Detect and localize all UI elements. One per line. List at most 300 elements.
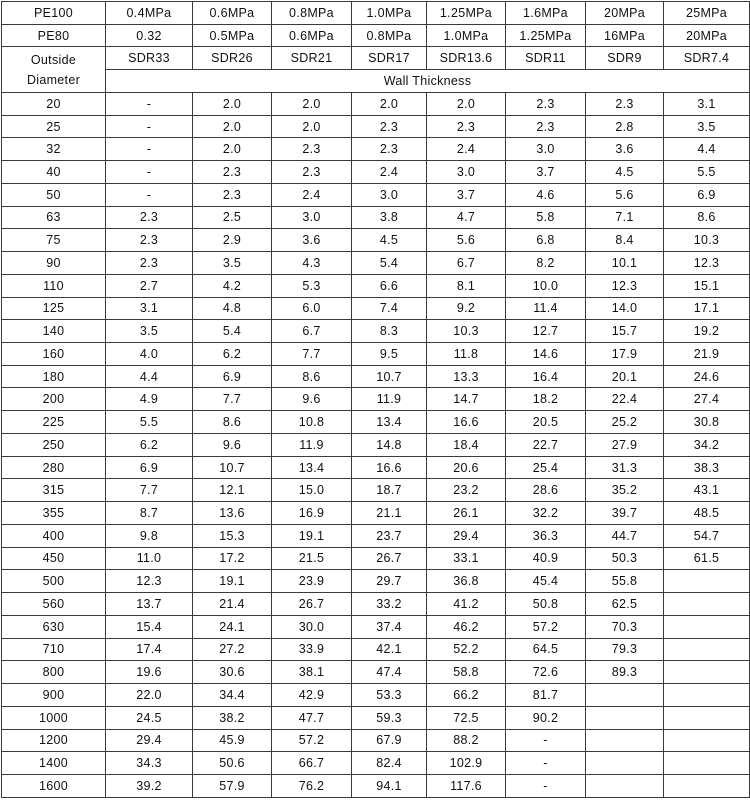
table-row [2,433,750,456]
wall-thickness-cell: 48.5 [664,502,750,525]
wall-thickness-cell: 6.8 [506,229,586,252]
wall-thickness-cell: 22.7 [506,433,586,456]
wall-thickness-cell: - [506,729,586,752]
wall-thickness-cell: 53.3 [352,684,427,707]
outside-diameter-cell: 90 [2,252,106,275]
table-row [2,638,750,661]
wall-thickness-cell [664,593,750,616]
outside-diameter-cell: 250 [2,433,106,456]
wall-thickness-cell: 43.1 [664,479,750,502]
wall-thickness-cell: 2.3 [272,138,352,161]
outside-diameter-cell: 1400 [2,752,106,775]
wall-thickness-cell: 18.7 [352,479,427,502]
wall-thickness-cell: 2.3 [506,92,586,115]
wall-thickness-cell: 12.3 [586,274,664,297]
pe80-pressure: 1.0MPa [427,24,506,47]
wall-thickness-cell [664,638,750,661]
wall-thickness-cell [586,684,664,707]
wall-thickness-cell: 4.5 [352,229,427,252]
wall-thickness-cell: 13.7 [106,593,193,616]
table-row [2,661,750,684]
wall-thickness-cell: 117.6 [427,774,506,797]
wall-thickness-cell: 29.7 [352,570,427,593]
table-row [2,593,750,616]
wall-thickness-cell: 22.0 [106,684,193,707]
wall-thickness-cell: 3.0 [272,206,352,229]
wall-thickness-cell: 4.0 [106,343,193,366]
wall-thickness-cell: - [106,161,193,184]
wall-thickness-cell: 15.4 [106,615,193,638]
outside-diameter-cell: 1600 [2,774,106,797]
wall-thickness-cell [664,661,750,684]
outside-label: Outside [30,52,77,67]
wall-thickness-cell: 14.8 [352,433,427,456]
wall-thickness-cell [664,774,750,797]
wall-thickness-cell: 3.0 [352,183,427,206]
wall-thickness-cell: 2.3 [352,115,427,138]
wall-thickness-table [1,1,750,798]
outside-diameter-cell: 40 [2,161,106,184]
sdr-value: SDR21 [272,47,352,70]
table-row [2,274,750,297]
wall-thickness-cell: 24.5 [106,706,193,729]
wall-thickness-cell: 8.3 [352,320,427,343]
wall-thickness-cell: 26.7 [272,593,352,616]
wall-thickness-cell: 15.3 [193,524,272,547]
wall-thickness-cell: 16.4 [506,365,586,388]
wall-thickness-cell: 36.3 [506,524,586,547]
wall-thickness-cell: 4.4 [106,365,193,388]
wall-thickness-cell: 8.7 [106,502,193,525]
wall-thickness-cell: 24.6 [664,365,750,388]
wall-thickness-cell: 2.0 [352,92,427,115]
table-row [2,320,750,343]
wall-thickness-cell: 29.4 [106,729,193,752]
pe80-pressure: 0.5MPa [193,24,272,47]
wall-thickness-cell: 7.7 [106,479,193,502]
wall-thickness-cell: 20.6 [427,456,506,479]
wall-thickness-cell: 57.9 [193,774,272,797]
outside-diameter-cell: 63 [2,206,106,229]
pe100-pressure: 0.6MPa [193,2,272,25]
outside-diameter-cell: 160 [2,343,106,366]
outside-diameter-cell: 25 [2,115,106,138]
wall-thickness-cell: - [106,183,193,206]
sdr-value: SDR33 [106,47,193,70]
wall-thickness-cell: 2.3 [427,115,506,138]
wall-thickness-cell: 3.0 [506,138,586,161]
outside-diameter-cell: 75 [2,229,106,252]
wall-thickness-cell: 2.3 [106,206,193,229]
wall-thickness-cell: 3.7 [427,183,506,206]
wall-thickness-cell: 50.8 [506,593,586,616]
wall-thickness-cell: 27.4 [664,388,750,411]
pe100-pressure: 0.8MPa [272,2,352,25]
outside-diameter-cell: 630 [2,615,106,638]
wall-thickness-cell: 33.2 [352,593,427,616]
wall-thickness-cell [586,729,664,752]
wall-thickness-cell [586,752,664,775]
wall-thickness-cell: 8.2 [506,252,586,275]
wall-thickness-cell: 6.9 [193,365,272,388]
wall-thickness-cell: 44.7 [586,524,664,547]
table-row [2,479,750,502]
wall-thickness-cell: 66.2 [427,684,506,707]
wall-thickness-cell: 17.4 [106,638,193,661]
sdr-value: SDR17 [352,47,427,70]
wall-thickness-cell: 3.1 [664,92,750,115]
table-row [2,206,750,229]
wall-thickness-cell: 47.7 [272,706,352,729]
wall-thickness-cell: 15.0 [272,479,352,502]
table-row [2,343,750,366]
wall-thickness-cell: 26.7 [352,547,427,570]
wall-thickness-cell: 11.9 [272,433,352,456]
outside-diameter-cell: 32 [2,138,106,161]
wall-thickness-cell: 33.1 [427,547,506,570]
wall-thickness-cell: 9.8 [106,524,193,547]
wall-thickness-header-row [2,70,750,93]
table-row [2,570,750,593]
wall-thickness-cell: 19.1 [272,524,352,547]
wall-thickness-cell: 38.3 [664,456,750,479]
outside-diameter-cell: 710 [2,638,106,661]
wall-thickness-cell: - [106,115,193,138]
wall-thickness-cell: 66.7 [272,752,352,775]
pe80-pressure: 0.32 [106,24,193,47]
wall-thickness-cell: 47.4 [352,661,427,684]
table-row [2,456,750,479]
wall-thickness-cell: 39.7 [586,502,664,525]
wall-thickness-cell: 3.6 [272,229,352,252]
table-row [2,115,750,138]
pe100-pressure: 20MPa [586,2,664,25]
wall-thickness-cell: 13.4 [352,411,427,434]
wall-thickness-cell: 10.3 [427,320,506,343]
pe80-pressure: 20MPa [664,24,750,47]
table-row [2,774,750,797]
table-row [2,706,750,729]
wall-thickness-cell: 8.6 [664,206,750,229]
table-row [2,365,750,388]
wall-thickness-cell: 14.0 [586,297,664,320]
pe100-pressure: 1.25MPa [427,2,506,25]
wall-thickness-cell: 20.1 [586,365,664,388]
outside-diameter-cell: 800 [2,661,106,684]
wall-thickness-cell: 46.2 [427,615,506,638]
wall-thickness-cell: 35.2 [586,479,664,502]
outside-diameter-cell: 200 [2,388,106,411]
wall-thickness-cell: 21.5 [272,547,352,570]
wall-thickness-cell: 4.4 [664,138,750,161]
wall-thickness-cell: 57.2 [506,615,586,638]
pe80-label: PE80 [2,24,106,47]
wall-thickness-cell: 3.1 [106,297,193,320]
wall-thickness-cell: 6.7 [427,252,506,275]
wall-thickness-cell: 10.8 [272,411,352,434]
wall-thickness-cell: 5.6 [427,229,506,252]
wall-thickness-cell: 2.4 [352,161,427,184]
wall-thickness-cell: 34.3 [106,752,193,775]
wall-thickness-cell: 12.7 [506,320,586,343]
wall-thickness-cell: 3.0 [427,161,506,184]
wall-thickness-cell: 64.5 [506,638,586,661]
wall-thickness-cell: 42.9 [272,684,352,707]
outside-diameter-header [2,47,106,92]
wall-thickness-cell: 22.4 [586,388,664,411]
wall-thickness-cell: 6.6 [352,274,427,297]
wall-thickness-cell: 31.3 [586,456,664,479]
wall-thickness-cell: 45.4 [506,570,586,593]
outside-diameter-cell: 140 [2,320,106,343]
wall-thickness-cell: 8.6 [272,365,352,388]
wall-thickness-cell: 9.5 [352,343,427,366]
pe100-pressure: 1.6MPa [506,2,586,25]
wall-thickness-cell: 16.6 [352,456,427,479]
wall-thickness-cell: 10.7 [193,456,272,479]
wall-thickness-cell: 2.3 [352,138,427,161]
pe100-row [2,2,750,25]
table-row [2,502,750,525]
wall-thickness-cell: 34.2 [664,433,750,456]
table-row [2,547,750,570]
wall-thickness-cell: 2.8 [586,115,664,138]
wall-thickness-cell: 24.1 [193,615,272,638]
wall-thickness-cell: 16.9 [272,502,352,525]
wall-thickness-cell: 3.5 [193,252,272,275]
wall-thickness-cell: 18.2 [506,388,586,411]
sdr-value: SDR9 [586,47,664,70]
wall-thickness-cell: - [506,774,586,797]
pe80-pressure: 0.8MPa [352,24,427,47]
wall-thickness-cell: 50.6 [193,752,272,775]
wall-thickness-cell: 88.2 [427,729,506,752]
wall-thickness-cell: 102.9 [427,752,506,775]
wall-thickness-cell: 17.2 [193,547,272,570]
outside-diameter-cell: 1000 [2,706,106,729]
outside-diameter-cell: 315 [2,479,106,502]
wall-thickness-cell: 42.1 [352,638,427,661]
table-row [2,92,750,115]
wall-thickness-cell: 27.2 [193,638,272,661]
wall-thickness-cell: 3.5 [106,320,193,343]
wall-thickness-cell: - [106,138,193,161]
wall-thickness-cell: 5.8 [506,206,586,229]
wall-thickness-cell: 27.9 [586,433,664,456]
wall-thickness-cell: 16.6 [427,411,506,434]
outside-diameter-cell: 560 [2,593,106,616]
wall-thickness-cell: 89.3 [586,661,664,684]
wall-thickness-cell: 57.2 [272,729,352,752]
wall-thickness-cell: 13.4 [272,456,352,479]
wall-thickness-cell: 8.1 [427,274,506,297]
wall-thickness-cell: 14.7 [427,388,506,411]
wall-thickness-cell: 11.4 [506,297,586,320]
wall-thickness-cell: 76.2 [272,774,352,797]
wall-thickness-cell: 19.1 [193,570,272,593]
wall-thickness-cell: 25.2 [586,411,664,434]
wall-thickness-cell: 11.9 [352,388,427,411]
wall-thickness-cell: 17.9 [586,343,664,366]
wall-thickness-cell: 2.0 [427,92,506,115]
wall-thickness-cell: 32.2 [506,502,586,525]
wall-thickness-cell: 21.9 [664,343,750,366]
wall-thickness-cell: 2.3 [272,161,352,184]
wall-thickness-cell: 38.2 [193,706,272,729]
pe80-pressure: 1.25MPa [506,24,586,47]
wall-thickness-cell: 59.3 [352,706,427,729]
pe80-pressure: 0.6MPa [272,24,352,47]
table-row [2,138,750,161]
wall-thickness-cell: 79.3 [586,638,664,661]
wall-thickness-cell [586,706,664,729]
wall-thickness-cell: 3.7 [506,161,586,184]
wall-thickness-cell: 2.5 [193,206,272,229]
wall-thickness-cell: 9.6 [193,433,272,456]
wall-thickness-cell: 15.1 [664,274,750,297]
wall-thickness-cell: 55.8 [586,570,664,593]
wall-thickness-cell [664,706,750,729]
wall-thickness-cell: 36.8 [427,570,506,593]
wall-thickness-cell: 72.6 [506,661,586,684]
wall-thickness-cell: 50.3 [586,547,664,570]
outside-diameter-cell: 450 [2,547,106,570]
wall-thickness-cell: 21.1 [352,502,427,525]
table-row [2,297,750,320]
outside-diameter-cell: 500 [2,570,106,593]
wall-thickness-cell: 10.0 [506,274,586,297]
wall-thickness-cell: 2.0 [193,92,272,115]
wall-thickness-cell: 4.6 [506,183,586,206]
pe100-pressure: 25MPa [664,2,750,25]
wall-thickness-cell: 26.1 [427,502,506,525]
wall-thickness-cell: 2.0 [272,92,352,115]
outside-diameter-cell: 225 [2,411,106,434]
wall-thickness-cell: 25.4 [506,456,586,479]
wall-thickness-cell: 6.2 [193,343,272,366]
table-row [2,229,750,252]
outside-diameter-cell: 355 [2,502,106,525]
wall-thickness-cell: 23.9 [272,570,352,593]
sdr-value: SDR11 [506,47,586,70]
table-row [2,411,750,434]
wall-thickness-cell: 30.6 [193,661,272,684]
wall-thickness-cell: 5.5 [664,161,750,184]
outside-diameter-cell: 180 [2,365,106,388]
wall-thickness-cell: - [506,752,586,775]
wall-thickness-cell: 13.6 [193,502,272,525]
wall-thickness-cell: 6.2 [106,433,193,456]
wall-thickness-cell: 94.1 [352,774,427,797]
wall-thickness-cell: 2.3 [586,92,664,115]
wall-thickness-cell: 20.5 [506,411,586,434]
wall-thickness-cell: 21.4 [193,593,272,616]
outside-diameter-cell: 900 [2,684,106,707]
wall-thickness-cell: 12.1 [193,479,272,502]
outside-diameter-cell: 125 [2,297,106,320]
wall-thickness-cell: 4.8 [193,297,272,320]
wall-thickness-cell: 82.4 [352,752,427,775]
table-row [2,524,750,547]
diameter-label: Diameter [26,72,81,87]
wall-thickness-cell [664,752,750,775]
wall-thickness-cell: 61.5 [664,547,750,570]
wall-thickness-cell: 5.3 [272,274,352,297]
wall-thickness-cell: 2.4 [427,138,506,161]
wall-thickness-cell: 9.6 [272,388,352,411]
pe80-pressure: 16MPa [586,24,664,47]
wall-thickness-cell: 15.7 [586,320,664,343]
wall-thickness-cell: 70.3 [586,615,664,638]
wall-thickness-cell: 5.4 [352,252,427,275]
wall-thickness-cell: 6.9 [664,183,750,206]
wall-thickness-cell: 3.8 [352,206,427,229]
wall-thickness-cell: 17.1 [664,297,750,320]
table-row [2,388,750,411]
wall-thickness-cell: 39.2 [106,774,193,797]
table-row [2,161,750,184]
wall-thickness-cell: 7.4 [352,297,427,320]
wall-thickness-cell: 5.4 [193,320,272,343]
outside-diameter-cell: 400 [2,524,106,547]
wall-thickness-cell: 2.0 [193,115,272,138]
wall-thickness-cell: 4.5 [586,161,664,184]
wall-thickness-cell [586,774,664,797]
table-row [2,684,750,707]
wall-thickness-cell: 34.4 [193,684,272,707]
pe100-label: PE100 [2,2,106,25]
wall-thickness-cell: 81.7 [506,684,586,707]
wall-thickness-cell: 5.5 [106,411,193,434]
table-row [2,729,750,752]
sdr-value: SDR13.6 [427,47,506,70]
wall-thickness-cell: 2.0 [193,138,272,161]
wall-thickness-cell: 90.2 [506,706,586,729]
wall-thickness-cell: 40.9 [506,547,586,570]
wall-thickness-cell: 2.3 [193,161,272,184]
sdr-value: SDR7.4 [664,47,750,70]
sdr-value: SDR26 [193,47,272,70]
wall-thickness-cell: 30.8 [664,411,750,434]
wall-thickness-cell: 19.6 [106,661,193,684]
wall-thickness-cell: 2.0 [272,115,352,138]
wall-thickness-cell: 28.6 [506,479,586,502]
wall-thickness-cell: 14.6 [506,343,586,366]
wall-thickness-cell: 2.4 [272,183,352,206]
wall-thickness-cell: 10.3 [664,229,750,252]
wall-thickness-cell: 8.6 [193,411,272,434]
wall-thickness-cell: 58.8 [427,661,506,684]
wall-thickness-cell: 4.7 [427,206,506,229]
wall-thickness-cell: 11.0 [106,547,193,570]
wall-thickness-cell: 2.3 [506,115,586,138]
wall-thickness-cell: 7.1 [586,206,664,229]
outside-diameter-cell: 110 [2,274,106,297]
wall-thickness-cell: 2.7 [106,274,193,297]
wall-thickness-cell: 11.8 [427,343,506,366]
wall-thickness-cell: 4.9 [106,388,193,411]
wall-thickness-cell: 10.7 [352,365,427,388]
wall-thickness-cell: 6.7 [272,320,352,343]
table-row [2,615,750,638]
wall-thickness-cell: 4.3 [272,252,352,275]
wall-thickness-cell [664,615,750,638]
table-row [2,183,750,206]
wall-thickness-cell: 2.3 [106,229,193,252]
wall-thickness-cell: 12.3 [664,252,750,275]
wall-thickness-cell: 7.7 [193,388,272,411]
wall-thickness-cell: 3.5 [664,115,750,138]
